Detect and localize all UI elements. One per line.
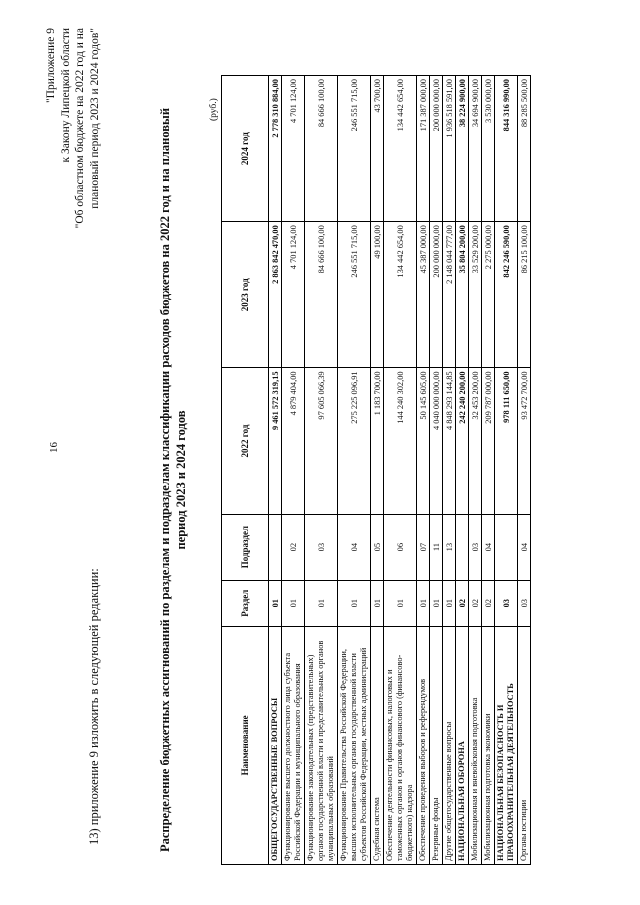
row-2022: 242 240 200,00: [456, 368, 469, 514]
row-2024: 84 666 100,00: [305, 76, 338, 222]
row-subsection: 13: [443, 514, 456, 580]
table-row: [469, 76, 482, 865]
row-section: 03: [495, 580, 518, 626]
row-2023: 33 529 200,00: [469, 222, 482, 368]
row-subsection: 07: [417, 514, 430, 580]
row-2023: 45 387 000,00: [417, 222, 430, 368]
row-name: Мобилизационная и вневойсковая подготовка: [469, 626, 482, 864]
row-section: 01: [282, 580, 305, 626]
row-section: 01: [417, 580, 430, 626]
row-2023: 49 100,00: [371, 222, 384, 368]
row-2024: 43 700,00: [371, 76, 384, 222]
appendix-line-4: плановый период 2023 и 2024 годов": [88, 28, 101, 209]
table-row: [282, 76, 305, 865]
row-subsection: [456, 514, 469, 580]
appendix-line-3: "Об областном бюджете на 2022 год и на: [74, 28, 86, 229]
row-name: Мобилизационная подготовка экономики: [482, 626, 495, 864]
row-subsection: [495, 514, 518, 580]
row-2022: 4 040 000 000,00: [430, 368, 443, 514]
row-2023: 4 701 124,00: [282, 222, 305, 368]
row-section: 02: [456, 580, 469, 626]
header-2023: 2023 год: [222, 222, 269, 368]
header-2024: 2024 год: [222, 76, 269, 222]
table-row: [518, 76, 531, 865]
budget-table: [221, 75, 531, 865]
row-section: 02: [469, 580, 482, 626]
row-subsection: 05: [371, 514, 384, 580]
row-subsection: 06: [384, 514, 417, 580]
row-subsection: [269, 514, 282, 580]
row-section: 01: [269, 580, 282, 626]
table-row: [269, 76, 282, 865]
row-section: 02: [482, 580, 495, 626]
row-section: 01: [305, 580, 338, 626]
row-2024: 1 936 518 591,00: [443, 76, 456, 222]
row-2024: 2 778 310 884,00: [269, 76, 282, 222]
row-2023: 2 275 000,00: [482, 222, 495, 368]
row-section: 01: [443, 580, 456, 626]
row-2022: 4 879 404,00: [282, 368, 305, 514]
table-row: [417, 76, 430, 865]
page-number: 16: [48, 442, 60, 453]
row-2024: 246 551 715,00: [338, 76, 371, 222]
row-subsection: 03: [305, 514, 338, 580]
row-2022: 1 183 700,00: [371, 368, 384, 514]
table-row: [371, 76, 384, 865]
table-row: [482, 76, 495, 865]
row-subsection: 04: [338, 514, 371, 580]
table-row: [456, 76, 469, 865]
row-2024: 34 694 900,00: [469, 76, 482, 222]
row-name: Функционирование Правительства Российской Федерации, высших исполнительных органов государственной власти субъектов Российской Федерации, местных администраций: [338, 626, 371, 864]
row-section: 01: [371, 580, 384, 626]
header-name: Наименование: [222, 626, 269, 864]
document-title: Распределение бюджетных ассигнований по разделам и подразделам классификации расходов бюджетов на 2022 год и на плановый период 2023 и 2024 годов: [158, 107, 188, 853]
row-2023: 246 551 715,00: [338, 222, 371, 368]
row-subsection: 03: [469, 514, 482, 580]
intro-line: 13) приложение 9 изложить в следующей редакции:: [87, 568, 101, 845]
row-2022: 9 461 572 319,15: [269, 368, 282, 514]
table-row: [430, 76, 443, 865]
row-name: НАЦИОНАЛЬНАЯ ОБОРОНА: [456, 626, 469, 864]
row-2022: 93 472 700,00: [518, 368, 531, 514]
row-name: Обеспечение деятельности финансовых, налоговых и таможенных органов и органов финансового (финансово-бюджетного) надзора: [384, 626, 417, 864]
appendix-header: [44, 28, 102, 228]
row-section: 01: [338, 580, 371, 626]
table-row: [384, 76, 417, 865]
row-name: Резервные фонды: [430, 626, 443, 864]
header-subsection: Подраздел: [222, 514, 269, 580]
row-subsection: 04: [482, 514, 495, 580]
row-2022: 209 787 000,00: [482, 368, 495, 514]
row-2023: 842 246 590,00: [495, 222, 518, 368]
row-name: Обеспечение проведения выборов и референдумов: [417, 626, 430, 864]
row-2022: 50 145 605,00: [417, 368, 430, 514]
row-section: 01: [384, 580, 417, 626]
header-2022: 2022 год: [222, 368, 269, 514]
row-2022: 97 605 066,39: [305, 368, 338, 514]
row-2022: 32 453 200,00: [469, 368, 482, 514]
row-2022: 275 225 096,91: [338, 368, 371, 514]
row-2023: 134 442 654,00: [384, 222, 417, 368]
table-row: [443, 76, 456, 865]
appendix-line-1: "Приложение 9: [45, 28, 57, 104]
row-2022: 978 111 650,00: [495, 368, 518, 514]
table-header-row: [222, 76, 269, 865]
row-2024: 4 701 124,00: [282, 76, 305, 222]
row-2024: 38 224 900,00: [456, 76, 469, 222]
row-2024: 134 442 654,00: [384, 76, 417, 222]
row-subsection: 02: [282, 514, 305, 580]
row-2024: 844 316 990,00: [495, 76, 518, 222]
row-2023: 86 215 100,00: [518, 222, 531, 368]
row-2024: 88 285 500,00: [518, 76, 531, 222]
appendix-line-2: к Закону Липецкой области: [59, 28, 72, 163]
table-row: [305, 76, 338, 865]
row-name: Функционирование законодательных (представительных) органов государственной власти и представительных органов муниципальных образований: [305, 626, 338, 864]
row-2024: 200 000 000,00: [430, 76, 443, 222]
row-2024: 3 530 000,00: [482, 76, 495, 222]
row-2022: 4 848 293 144,85: [443, 368, 456, 514]
row-name: НАЦИОНАЛЬНАЯ БЕЗОПАСНОСТЬ И ПРАВООХРАНИТЕЛЬНАЯ ДЕЯТЕЛЬНОСТЬ: [495, 626, 518, 864]
row-2022: 144 240 302,00: [384, 368, 417, 514]
row-2023: 200 000 000,00: [430, 222, 443, 368]
row-2024: 171 387 000,00: [417, 76, 430, 222]
unit-label: (руб.): [209, 98, 219, 121]
row-2023: 35 804 200,00: [456, 222, 469, 368]
header-section: Раздел: [222, 580, 269, 626]
table-body: [269, 76, 531, 865]
row-name: Другие общегосударственные вопросы: [443, 626, 456, 864]
row-name: ОБЩЕГОСУДАРСТВЕННЫЕ ВОПРОСЫ: [269, 626, 282, 864]
row-2023: 84 666 100,00: [305, 222, 338, 368]
row-name: Органы юстиции: [518, 626, 531, 864]
table-row: [495, 76, 518, 865]
row-subsection: 04: [518, 514, 531, 580]
row-2023: 2 863 842 470,00: [269, 222, 282, 368]
row-2023: 2 148 044 777,00: [443, 222, 456, 368]
row-name: Функционирование высшего должностного лица субъекта Российской Федерации и муниципального образования: [282, 626, 305, 864]
row-section: 03: [518, 580, 531, 626]
row-subsection: 11: [430, 514, 443, 580]
row-section: 01: [430, 580, 443, 626]
table-row: [338, 76, 371, 865]
row-name: Судебная система: [371, 626, 384, 864]
